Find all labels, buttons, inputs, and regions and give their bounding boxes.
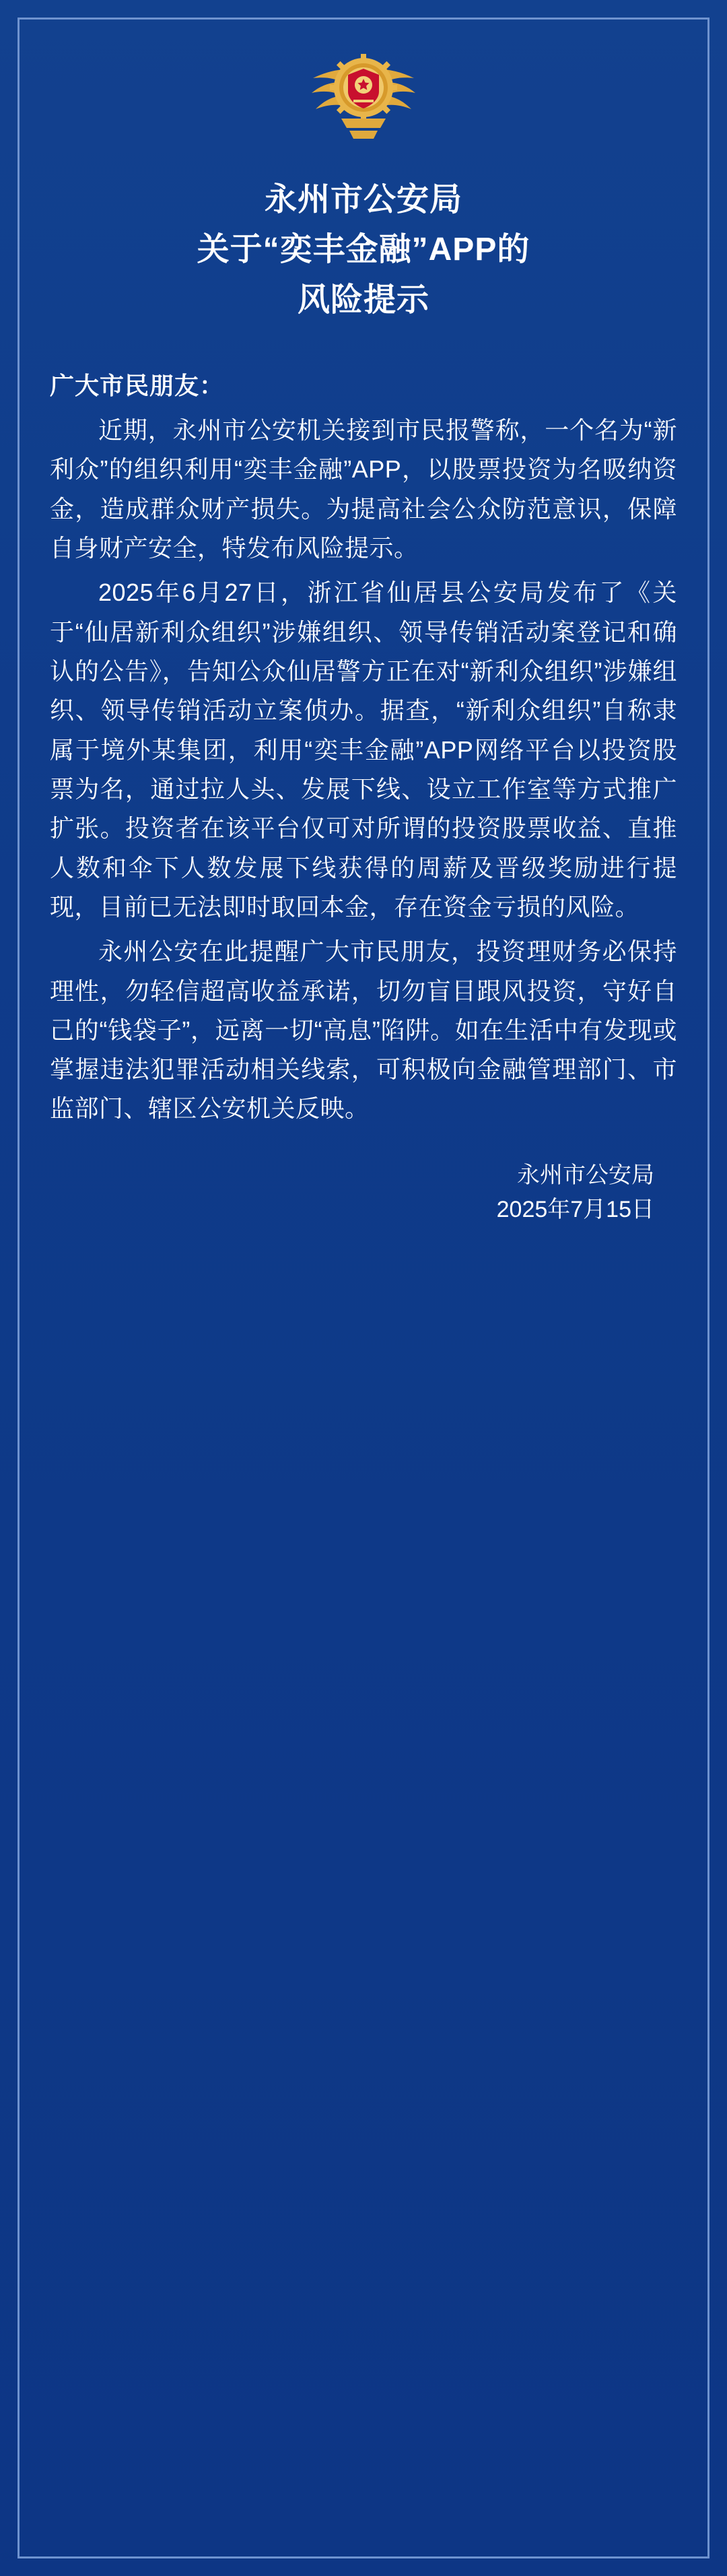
poster-content — [0, 0, 727, 1274]
signature-issuer: 永州市公安局 — [517, 1162, 654, 1188]
bottom-spacer — [50, 1227, 677, 1274]
title-line-2: 关于“奕丰金融”APP的 — [197, 232, 530, 268]
salutation: 广大市民朋友： — [50, 372, 225, 400]
signature-block — [50, 1158, 677, 1227]
signature-date: 2025年7月15日 — [496, 1196, 654, 1222]
title-line-3: 风险提示 — [297, 282, 429, 318]
title-line-1: 永州市公安局 — [264, 182, 462, 218]
china-police-badge-icon — [300, 43, 427, 158]
page-title — [50, 175, 677, 325]
body-paragraph: 2025年6月27日，浙江省仙居县公安局发布了《关于“仙居新利众组织”涉嫌组织、领导传销活动案登记和确认的公告》，告知公众仙居警方正在对“新利众组织”涉嫌组织、领导传销活动立案侦办。据查，“新利众组织”自称隶属于境外某集团，利用“奕丰金融”APP网络平台以投资股票为名，通过拉人头、发展下线、设立工作室等方式推广扩张。投资者在该平台仅可对所谓的投资股票收益、直推人数和伞下人数发展下线获得的周薪及晋级奖励进行提现，目前已无法即时取回本金，存在资金亏损的风险。 — [50, 579, 677, 921]
body-paragraph: 近期，永州市公安机关接到市民报警称，一个名为“新利众”的组织利用“奕丰金融”APP，以股票投资为名吸纳资金，造成群众财产损失。为提高社会公众防范意识，保障自身财产安全，特发布风险提示。 — [50, 416, 677, 562]
body-paragraph: 永州公安在此提醒广大市民朋友，投资理财务必保持理性，勿轻信超高收益承诺，切勿盲目跟风投资，守好自己的“钱袋子”，远离一切“高息”陷阱。如在生活中有发现或掌握违法犯罪活动相关线索，可积极向金融管理部门、市监部门、辖区公安机关反映。 — [50, 937, 677, 1123]
emblem-container — [50, 30, 677, 171]
